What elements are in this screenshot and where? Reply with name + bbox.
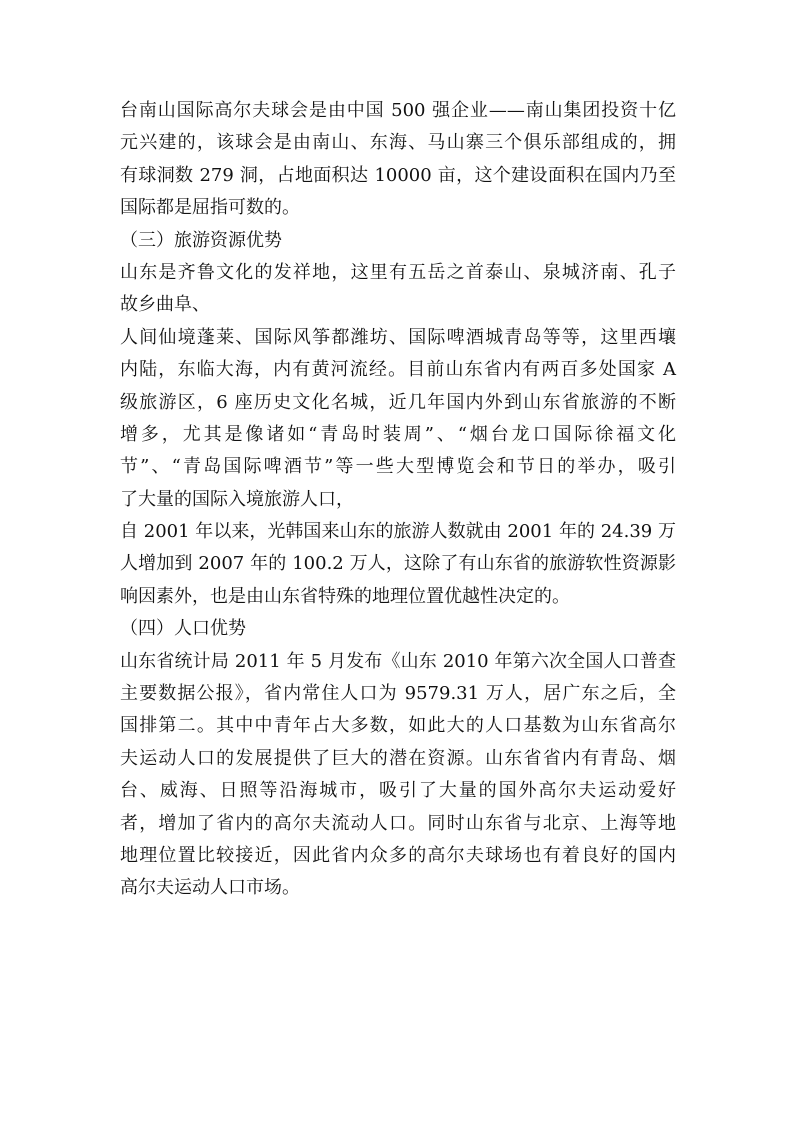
text-line: 人增加到 2007 年的 100.2 万人，这除了有山东省的旅游软性资源影 <box>120 553 676 575</box>
paragraph-tourism-intro <box>120 257 676 322</box>
text-line: 高尔夫运动人口市场。 <box>120 877 300 899</box>
paragraph-population <box>120 646 676 905</box>
text-line: 人间仙境蓬莱、国际风筝都潍坊、国际啤酒城青岛等等，这里西壤 <box>120 326 676 348</box>
paragraph-tourism-detail <box>120 322 676 516</box>
paragraph-korean-tourists <box>120 516 676 613</box>
text-line: 节”、“青岛国际啤酒节”等一些大型博览会和节日的举办，吸引 <box>120 456 676 478</box>
text-line: 主要数据公报》，省内常住人口为 9579.31 万人，居广东之后，全 <box>120 683 676 705</box>
section-heading-population: （四）人口优势 <box>120 618 246 640</box>
text-line: 地理位置比较接近，因此省内众多的高尔夫球场也有着良好的国内 <box>120 844 676 866</box>
text-line: 自 2001 年以来，光韩国来山东的旅游人数就由 2001 年的 24.39 万 <box>120 521 676 543</box>
paragraph-golf-club <box>120 95 676 225</box>
text-line: 夫运动人口的发展提供了巨大的潜在资源。山东省省内有青岛、烟 <box>120 747 676 769</box>
text-line: 增多，尤其是像诸如“青岛时装周”、“烟台龙口国际徐福文化 <box>120 423 676 445</box>
text-line: 台、威海、日照等沿海城市，吸引了大量的国外高尔夫运动爱好 <box>120 780 676 802</box>
text-line: 山东是齐鲁文化的发祥地，这里有五岳之首泰山、泉城济南、孔子 <box>120 261 676 283</box>
text-line: 了大量的国际入境旅游人口， <box>120 488 354 510</box>
text-line: 者，增加了省内的高尔夫流动人口。同时山东省与北京、上海等地 <box>120 812 676 834</box>
text-line: 有球洞数 279 洞，占地面积达 10000 亩，这个建设面积在国内乃至 <box>120 164 676 186</box>
text-line: 故乡曲阜、 <box>120 294 210 316</box>
text-line: 山东省统计局 2011 年 5 月发布《山东 2010 年第六次全国人口普查 <box>120 650 676 672</box>
document-page <box>120 95 676 905</box>
text-line: 级旅游区，6 座历史文化名城，近几年国内外到山东省旅游的不断 <box>120 391 676 413</box>
text-line: 台南山国际高尔夫球会是由中国 500 强企业——南山集团投资十亿 <box>120 100 676 121</box>
text-line: 内陆，东临大海，内有黄河流经。目前山东省内有两百多处国家 A <box>120 359 676 381</box>
text-line: 元兴建的，该球会是由南山、东海、马山寨三个俱乐部组成的，拥 <box>120 132 676 154</box>
text-line: 国排第二。其中中青年占大多数，如此大的人口基数为山东省高尔 <box>120 715 676 737</box>
text-line: 响因素外，也是由山东省特殊的地理位置优越性决定的。 <box>120 585 570 607</box>
section-heading-tourism: （三）旅游资源优势 <box>120 229 282 251</box>
text-line: 国际都是屈指可数的。 <box>120 197 300 219</box>
